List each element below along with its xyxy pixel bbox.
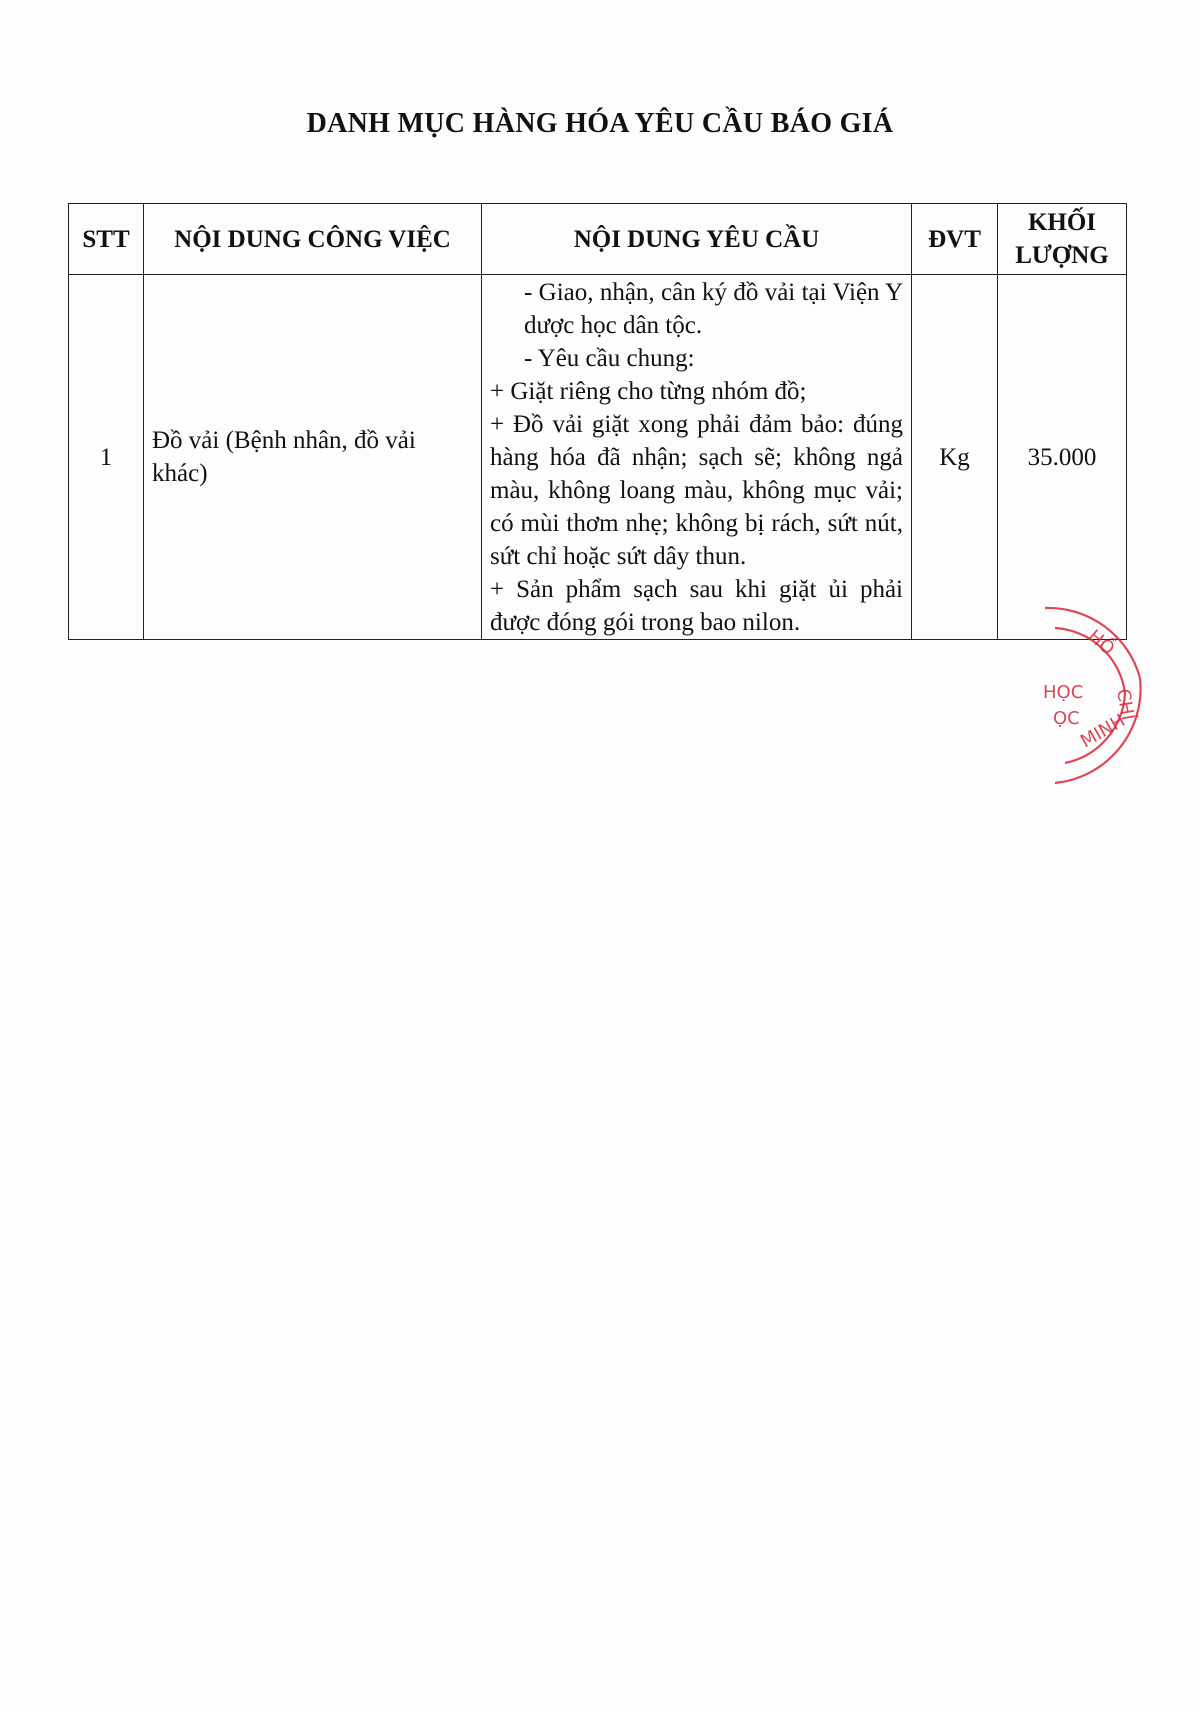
requirement-line: - Giao, nhận, cân ký đồ vải tại Viện Y dược học dân tộc. (524, 278, 903, 339)
requirement-line: + Đồ vải giặt xong phải đảm bảo: đúng hàng hóa đã nhận; sạch sẽ; không ngả màu, không loang màu, không mục vải; có mùi thơm nhẹ; không bị rách, sứt nút, sứt chỉ hoặc sứt dây thun. (490, 410, 903, 570)
svg-text:CHÍ: CHÍ (1112, 687, 1139, 722)
requirement-line: + Giặt riêng cho từng nhóm đồ; (490, 377, 807, 405)
row-task: Đồ vải (Bệnh nhân, đồ vải khác) (144, 275, 482, 640)
header-unit: ĐVT (912, 204, 998, 275)
row-requirement (482, 275, 912, 640)
svg-text:HỒ: HỒ (1083, 625, 1119, 660)
svg-text:HỌC: HỌC (1043, 682, 1084, 703)
requirement-line: + Sản phẩm sạch sau khi giặt ủi phải được đóng gói trong bao nilon. (490, 575, 903, 636)
svg-text:MINH: MINH (1077, 710, 1129, 753)
row-unit: Kg (912, 275, 998, 640)
header-task: NỘI DUNG CÔNG VIỆC (144, 204, 482, 275)
table-header-row (69, 204, 1127, 275)
requirement-line: - Yêu cầu chung: (524, 344, 695, 372)
document-title: DANH MỤC HÀNG HÓA YÊU CẦU BÁO GIÁ (306, 108, 894, 139)
header-stt: STT (69, 204, 144, 275)
row-stt: 1 (69, 275, 144, 640)
svg-text:ỌC: ỌC (1053, 708, 1080, 729)
header-quantity: KHỐI LƯỢNG (998, 204, 1127, 275)
row-quantity: 35.000 (998, 275, 1127, 640)
header-requirement: NỘI DUNG YÊU CẦU (482, 204, 912, 275)
official-stamp-icon (1025, 598, 1145, 788)
table-row (69, 275, 1127, 640)
goods-table (68, 203, 1127, 640)
